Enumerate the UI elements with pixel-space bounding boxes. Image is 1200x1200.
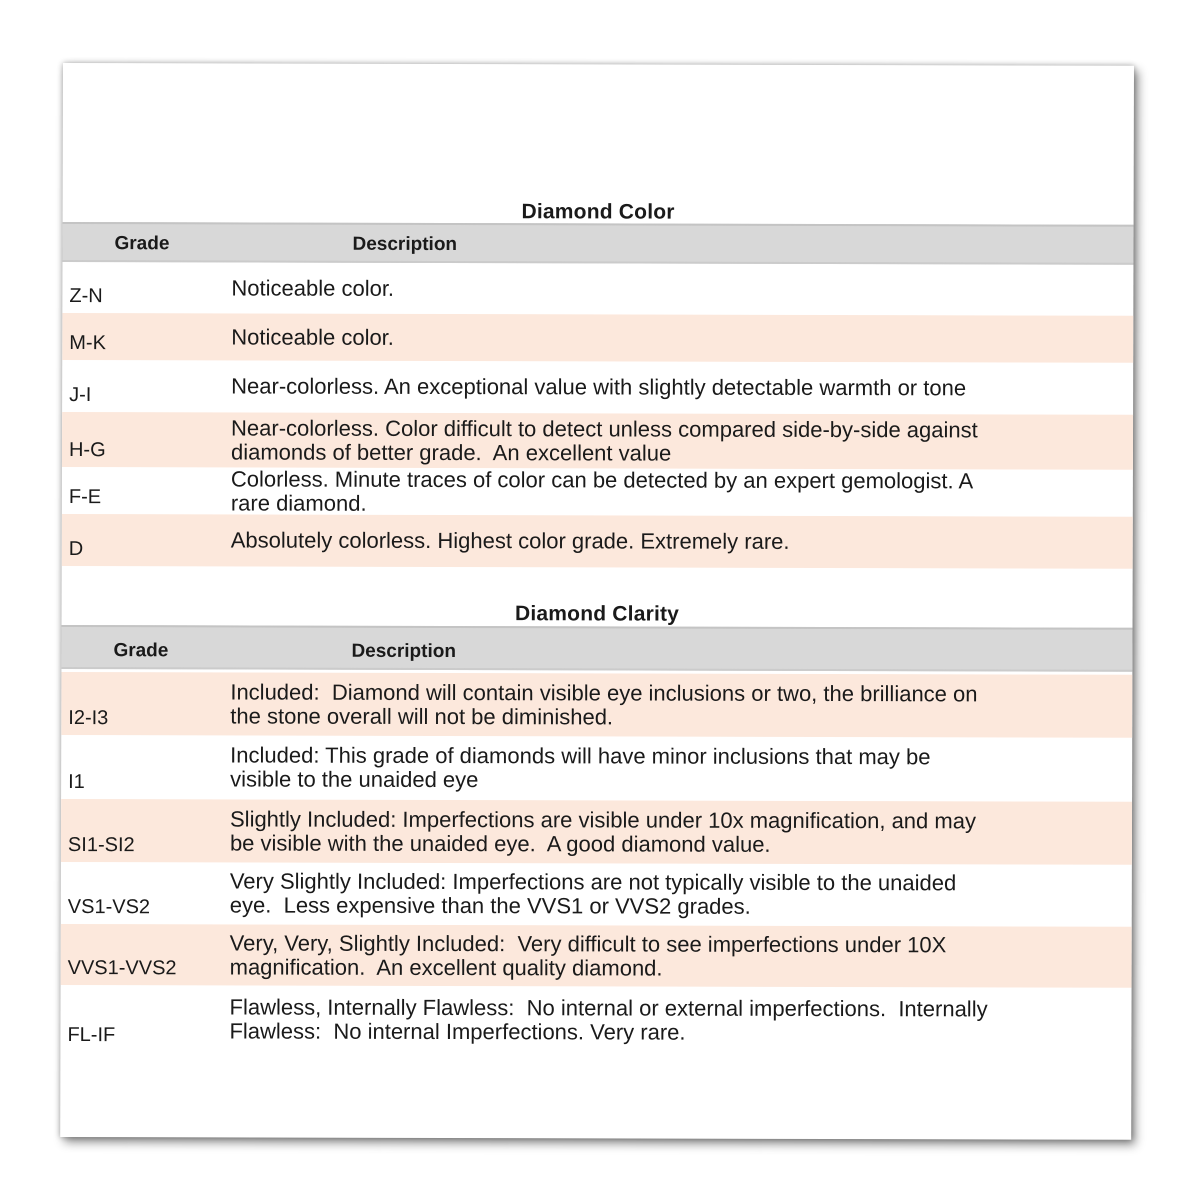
description-cell — [231, 514, 1133, 568]
description-text: Near-colorless. An exceptional value with slightly detectable warmth or tone — [231, 373, 967, 401]
description-text: Slightly Included: Imperfections are visible under 10x magnification, and may be visible with the unaided eye. A good diamond value. — [229, 805, 977, 857]
table-row — [62, 412, 1133, 470]
document-page — [60, 63, 1134, 1140]
grade-cell: H-G — [68, 439, 106, 462]
grade-cell: Z-N — [69, 285, 103, 308]
grade-cell: SI1-SI2 — [67, 834, 135, 857]
grade-cell: VS1-VS2 — [67, 896, 151, 919]
grade-cell: M-K — [69, 332, 106, 355]
description-cell — [230, 799, 1132, 864]
description-text: Included: Diamond will contain visible eye inclusions or two, the brilliance on the stone overall will not be diminished. — [230, 678, 978, 729]
description-cell — [231, 412, 1133, 469]
diamond-clarity-table — [60, 602, 1132, 1055]
table-header-row — [61, 625, 1132, 672]
table-row — [62, 467, 1133, 517]
grade-cell: J-I — [69, 384, 92, 407]
table-row — [60, 985, 1131, 1055]
table-row — [62, 514, 1133, 569]
grade-cell: I2-I3 — [68, 707, 109, 730]
description-cell — [230, 924, 1132, 987]
description-cell — [231, 360, 1133, 414]
table-row — [61, 735, 1132, 802]
grade-cell: VVS1-VVS2 — [67, 957, 177, 980]
description-text: Absolutely colorless. Highest color grade. Extremely rare. — [230, 527, 790, 554]
diamond-color-table — [62, 200, 1134, 569]
table-row — [61, 924, 1132, 988]
description-text: Very Slightly Included: Imperfections are not typically visible to the unaided eye. Less expensive than the VVS1 or VVS2 grades. — [229, 868, 957, 919]
table-row — [62, 262, 1133, 316]
description-text: Near-colorless. Color difficult to detect unless compared side-by-side against diamonds of better grade. An excellent value — [230, 414, 978, 466]
table-body — [62, 262, 1134, 569]
table-row — [62, 313, 1133, 363]
grade-column-header: Grade — [113, 640, 169, 662]
table-row — [61, 672, 1132, 738]
description-cell — [230, 672, 1132, 737]
description-cell — [229, 985, 1131, 1054]
description-cell — [231, 467, 1133, 516]
grade-cell: FL-IF — [67, 1024, 116, 1047]
grade-cell: I1 — [68, 771, 85, 794]
table-title: Diamond Color — [521, 200, 675, 224]
description-text: Flawless, Internally Flawless: No internal or external imperfections. Internally Flawless: No internal Imperfections. Very rare. — [229, 993, 988, 1045]
table-header-row — [62, 222, 1133, 265]
table-title: Diamond Clarity — [515, 602, 680, 626]
description-text: Colorless. Minute traces of color can be detected by an expert gemologist. A rare diamond. — [230, 465, 974, 516]
description-text: Noticeable color. — [231, 323, 394, 350]
table-row — [62, 360, 1133, 415]
table-body — [60, 672, 1132, 1055]
description-text: Noticeable color. — [231, 274, 395, 301]
description-column-header: Description — [351, 640, 457, 663]
description-cell — [230, 735, 1132, 801]
description-cell — [230, 862, 1132, 926]
table-row — [61, 799, 1132, 865]
description-text: Very, Very, Slightly Included: Very difficult to see imperfections under 10X magnification. An excellent quality diamond. — [229, 929, 947, 981]
description-cell — [231, 262, 1133, 315]
description-column-header: Description — [352, 233, 458, 256]
table-row — [61, 862, 1132, 927]
description-cell — [231, 313, 1133, 362]
grade-cell: F-E — [68, 486, 102, 509]
grade-column-header: Grade — [114, 233, 170, 255]
grade-cell: D — [68, 538, 84, 561]
description-text: Included: This grade of diamonds will have minor inclusions that may be visible to the unaided eye — [230, 742, 931, 793]
